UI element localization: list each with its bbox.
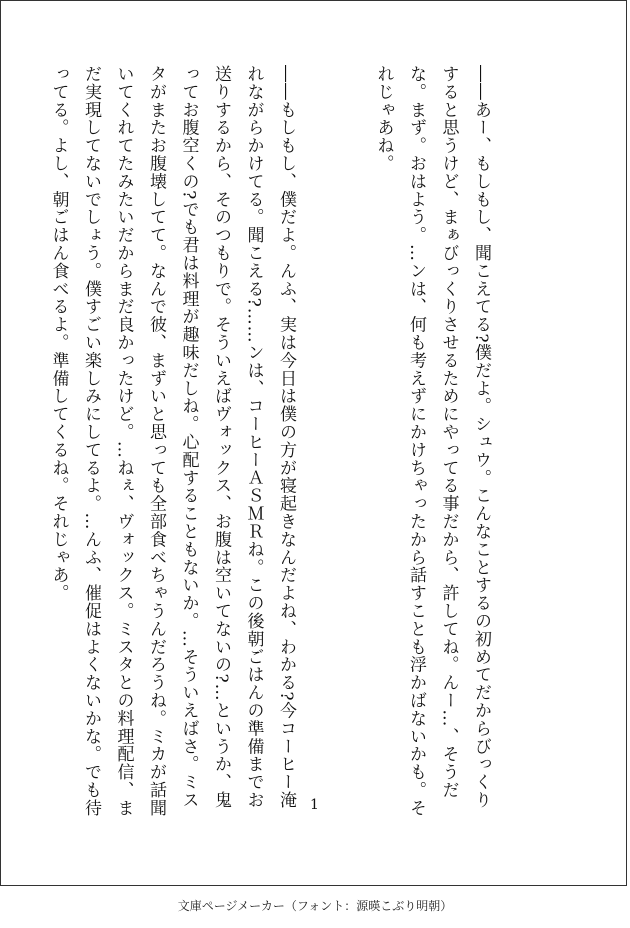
vertical-body-text: [0, 65, 562, 825]
paragraph-1: ――あー、もしもし、聞こえてる?僕だよ。シュウ。こんなことするの初めてだからびっくりすると思うけど、まぁびっくりさせるためにやってる事だから、許してね。んー…、そうだな。まず。おはよう。…ンは、何も考えずにかけちゃったから話すことも浮かばないかも。それじゃあね。: [373, 65, 491, 817]
page-number: 1: [310, 797, 319, 813]
footer-credit: 文庫ページメーカー（フォント：源暎こぶり明朝）: [177, 899, 453, 913]
paragraph-2: ――もしもし、僕だよ。んふ、実は今日は僕の方が寝起きなんだよね、わかる?今コーヒー淹れながらかけてる。聞こえる?……ンは、コーヒーＡＳＭＲね。この後朝ごはんの準備までお送りするから、そのつもりで。そういえばヴォックス、お腹は空いてないの?…というか、鬼ってお腹空くの?でも君は料理が趣味だしね。心配することもないか。…そういえばさ。ミスタがまたお腹壊してて。なんで彼、まずいと思っても全部食べちゃうんだろうね。ミカが話聞いてくれてたみたいだからまだ良かったけど。…ねぇ、ヴォックス。ミスタとの料理配信、まだ実現してないでしょう。僕すごい楽しみにしてるよ。…んふ、催促はよくないかな。でも待ってる。よし、朝ごはん食べるよ。準備してくるね。それじゃあ。: [48, 65, 296, 817]
